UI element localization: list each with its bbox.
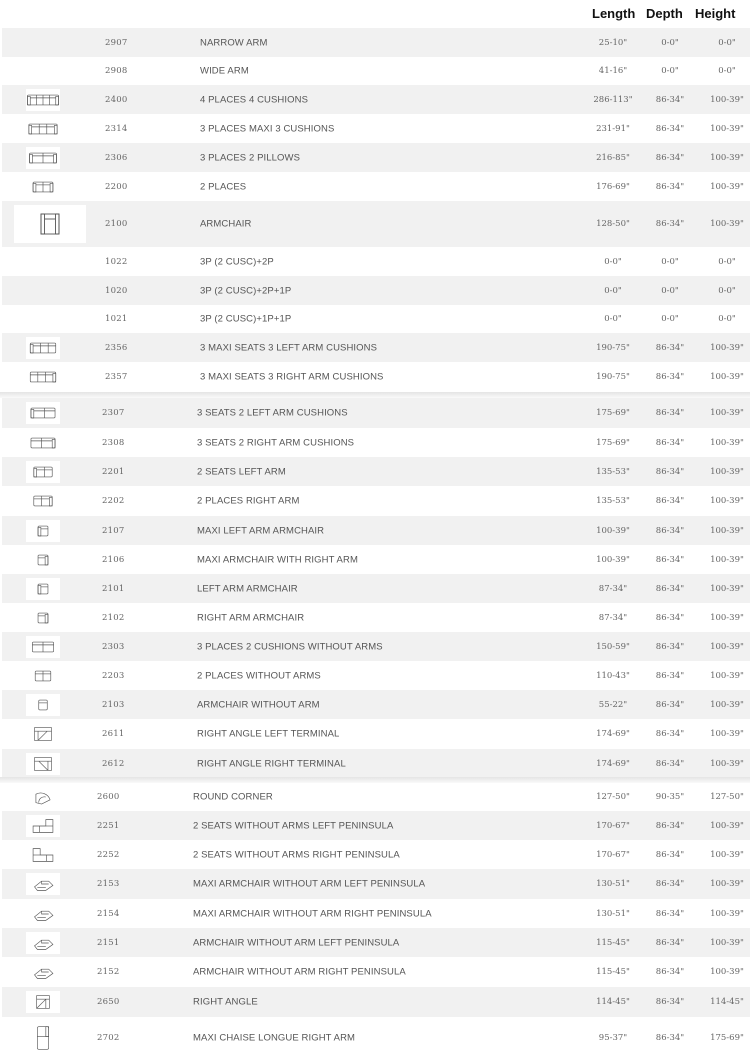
item-code: 2356 — [105, 342, 128, 353]
length-value: 174-69" — [596, 729, 630, 739]
length-value: 114-45" — [596, 997, 630, 1007]
item-code: 2151 — [97, 937, 120, 948]
table-row — [2, 172, 750, 201]
item-code: 2908 — [105, 66, 128, 76]
height-value: 100-39" — [710, 583, 744, 594]
item-name: 3P (2 CUSC)+2P+1P — [200, 285, 292, 296]
item-code: 1020 — [105, 285, 128, 296]
item-name: 2 PLACES — [200, 181, 247, 192]
sofa-3-left-arm-icon-graphic — [26, 336, 60, 360]
column-header — [0, 0, 750, 28]
chaise-left-icon-graphic — [26, 872, 60, 896]
height-value: 100-39" — [710, 554, 744, 565]
item-name: LEFT ARM ARMCHAIR — [197, 583, 298, 594]
item-name: RIGHT ANGLE — [193, 996, 258, 1008]
table-row — [2, 362, 750, 391]
table-row — [2, 749, 750, 778]
length-value: 170-67" — [596, 849, 630, 860]
height-value: 100-39" — [710, 437, 744, 448]
sofa-2-cushion-icon — [26, 147, 60, 169]
depth-value: 86-34" — [655, 152, 685, 163]
item-code: 2200 — [105, 181, 128, 192]
item-name: ARMCHAIR WITHOUT ARM — [197, 699, 320, 710]
depth-header: Depth — [646, 6, 683, 21]
height-value: 100-39" — [710, 408, 744, 418]
height-value: 100-39" — [710, 820, 744, 831]
item-code: 1022 — [105, 256, 128, 267]
table-row — [2, 486, 750, 516]
depth-value: 86-34" — [655, 496, 685, 506]
depth-value: 0-0" — [661, 66, 679, 76]
depth-value: 86-34" — [655, 219, 685, 229]
depth-value: 86-34" — [655, 699, 685, 710]
sofa-4-seat-icon — [26, 89, 60, 111]
length-value: 190-75" — [596, 371, 630, 382]
chaise-right-icon-graphic — [26, 902, 60, 926]
table-row — [2, 869, 750, 899]
sofa-2-seat-icon-graphic — [26, 175, 60, 199]
table-row — [2, 987, 750, 1017]
item-code: 2303 — [102, 641, 125, 652]
table-row — [2, 545, 750, 574]
corner-right-terminal-icon — [26, 753, 60, 775]
table-row — [2, 661, 750, 690]
chaise-small-left-icon — [26, 932, 60, 954]
chair-left-arm-icon — [26, 520, 60, 542]
height-value: 100-39" — [710, 219, 744, 229]
depth-value: 86-34" — [655, 758, 685, 769]
depth-value: 0-0" — [661, 256, 679, 267]
length-value: 176-69" — [596, 181, 630, 192]
sofa-armless-3-icon-graphic — [26, 635, 60, 659]
sofa-armless-2-icon — [26, 665, 60, 687]
item-code: 2101 — [102, 583, 125, 594]
item-code: 2702 — [97, 1032, 120, 1043]
length-value: 95-37" — [598, 1032, 628, 1043]
height-value: 100-39" — [710, 641, 744, 652]
corner-left-terminal-icon-graphic — [26, 722, 60, 746]
height-value: 0-0" — [718, 66, 736, 76]
length-value: 231-91" — [596, 123, 630, 134]
sofa-armless-2-icon-graphic — [26, 664, 60, 688]
chaise-right-icon — [26, 903, 60, 925]
height-value: 100-39" — [710, 342, 744, 353]
table-row — [2, 840, 750, 869]
depth-value: 86-34" — [655, 908, 685, 919]
height-value: 100-39" — [710, 94, 744, 105]
item-name: 2 SEATS LEFT ARM — [197, 466, 286, 477]
item-code: 2202 — [102, 496, 125, 506]
item-code: 2203 — [102, 670, 125, 681]
item-code: 2106 — [102, 554, 125, 565]
item-code: 2600 — [97, 791, 120, 802]
armchair-icon-graphic — [26, 212, 74, 236]
item-code: 2611 — [102, 729, 125, 739]
item-name: 3 PLACES 2 CUSHIONS WITHOUT ARMS — [197, 641, 383, 652]
peninsula-right-icon — [26, 844, 60, 866]
sofa-right-arm-icon-graphic — [26, 431, 60, 455]
height-value: 100-39" — [710, 879, 744, 889]
chair-armless-icon — [26, 694, 60, 716]
peninsula-right-icon-graphic — [26, 843, 60, 867]
item-name: ROUND CORNER — [193, 791, 273, 802]
item-code: 2308 — [102, 437, 125, 448]
corner-right-terminal-icon-graphic — [26, 752, 60, 776]
length-value: 130-51" — [596, 879, 630, 889]
height-value: 127-50" — [710, 791, 744, 802]
sofa-right-arm-icon — [26, 432, 60, 454]
height-header: Height — [695, 6, 736, 21]
height-value: 100-39" — [710, 152, 744, 163]
item-code: 2251 — [97, 820, 120, 831]
depth-value: 86-34" — [655, 967, 685, 977]
item-name: 3 SEATS 2 LEFT ARM CUSHIONS — [197, 407, 348, 419]
depth-value: 0-0" — [661, 285, 679, 296]
item-name: ARMCHAIR WITHOUT ARM LEFT PENINSULA — [193, 937, 400, 948]
depth-value: 86-34" — [655, 466, 685, 477]
height-value: 100-39" — [710, 937, 744, 948]
length-value: 115-45" — [596, 967, 630, 977]
table-row — [2, 57, 750, 85]
length-value: 170-67" — [596, 820, 630, 831]
depth-value: 86-34" — [655, 849, 685, 860]
item-code: 2153 — [97, 879, 120, 889]
sofa-2-right-arm-icon-graphic — [26, 489, 60, 513]
depth-value: 86-34" — [655, 729, 685, 739]
height-value: 100-39" — [710, 908, 744, 919]
table-row — [2, 28, 750, 57]
item-code: 2152 — [97, 967, 120, 977]
item-name: NARROW ARM — [200, 37, 268, 48]
item-name: MAXI LEFT ARM ARMCHAIR — [197, 525, 325, 536]
chaise-small-left-icon-graphic — [26, 931, 60, 955]
depth-value: 86-34" — [655, 123, 685, 134]
length-value: 0-0" — [604, 285, 622, 296]
chair-left-arm-small-icon-graphic — [26, 577, 60, 601]
height-value: 100-39" — [710, 849, 744, 860]
length-value: 130-51" — [596, 908, 630, 919]
item-code: 2102 — [102, 612, 125, 623]
height-value: 0-0" — [718, 256, 736, 267]
corner-left-terminal-icon — [26, 723, 60, 745]
table-row — [2, 143, 750, 172]
depth-value: 86-34" — [655, 181, 685, 192]
chaise-longue-icon — [26, 1020, 60, 1056]
length-header: Length — [592, 6, 636, 21]
chaise-small-right-icon — [26, 961, 60, 983]
sofa-2-right-arm-icon — [26, 490, 60, 512]
length-value: 55-22" — [598, 699, 628, 710]
length-value: 0-0" — [604, 256, 622, 267]
chair-left-arm-icon-graphic — [26, 519, 60, 543]
table-row — [2, 928, 750, 957]
item-name: 3 PLACES 2 PILLOWS — [200, 152, 301, 163]
table-row — [2, 305, 750, 333]
depth-value: 86-34" — [655, 612, 685, 623]
height-value: 100-39" — [710, 371, 744, 382]
depth-value: 86-34" — [655, 820, 685, 831]
section-divider — [0, 777, 750, 783]
length-value: 41-16" — [598, 66, 628, 76]
armchair-icon — [14, 205, 86, 243]
length-value: 135-53" — [596, 496, 630, 506]
round-corner-icon — [26, 786, 60, 808]
sofa-3-seat-icon — [26, 118, 60, 140]
length-value: 175-69" — [596, 437, 630, 448]
item-code: 2252 — [97, 849, 120, 860]
right-angle-icon-graphic — [26, 990, 60, 1014]
depth-value: 86-34" — [655, 437, 685, 448]
item-code: 2100 — [105, 219, 128, 229]
depth-value: 86-34" — [655, 525, 685, 536]
table-row — [2, 276, 750, 305]
item-code: 2103 — [102, 699, 125, 710]
chair-right-arm-small-icon-graphic — [26, 606, 60, 630]
height-value: 100-39" — [710, 967, 744, 977]
table-row — [2, 333, 750, 362]
length-value: 110-43" — [596, 670, 630, 681]
item-name: 4 PLACES 4 CUSHIONS — [200, 94, 309, 105]
chaise-left-icon — [26, 873, 60, 895]
table-row — [2, 957, 750, 987]
item-code: 2306 — [105, 152, 128, 163]
item-name: RIGHT ANGLE RIGHT TERMINAL — [197, 758, 346, 769]
chair-left-arm-small-icon — [26, 578, 60, 600]
item-name: 2 PLACES WITHOUT ARMS — [197, 670, 321, 681]
chaise-longue-icon-graphic — [26, 1021, 60, 1055]
depth-value: 86-34" — [655, 583, 685, 594]
sofa-armless-3-icon — [26, 636, 60, 658]
height-value: 100-39" — [710, 612, 744, 623]
length-value: 175-69" — [596, 408, 630, 418]
depth-value: 86-34" — [655, 670, 685, 681]
item-name: MAXI CHAISE LONGUE RIGHT ARM — [193, 1032, 356, 1043]
peninsula-left-icon-graphic — [26, 814, 60, 838]
item-name: 2 PLACES RIGHT ARM — [197, 495, 300, 507]
depth-value: 86-34" — [655, 342, 685, 353]
length-value: 216-85" — [596, 152, 630, 163]
table-row — [2, 247, 750, 276]
depth-value: 86-34" — [655, 997, 685, 1007]
table-row — [2, 85, 750, 114]
length-value: 25-10" — [598, 37, 628, 48]
height-value: 100-39" — [710, 699, 744, 710]
length-value: 115-45" — [596, 937, 630, 948]
table-row — [2, 782, 750, 811]
length-value: 150-59" — [596, 641, 630, 652]
table-row — [2, 719, 750, 749]
depth-value: 86-34" — [655, 554, 685, 565]
item-name: MAXI ARMCHAIR WITHOUT ARM LEFT PENINSULA — [193, 878, 426, 890]
length-value: 174-69" — [596, 758, 630, 769]
table-row — [2, 1017, 750, 1058]
height-value: 100-39" — [710, 670, 744, 681]
sofa-2-seat-icon — [26, 176, 60, 198]
height-value: 100-39" — [710, 758, 744, 769]
item-name: 2 SEATS WITHOUT ARMS RIGHT PENINSULA — [193, 849, 400, 860]
item-name: 3 SEATS 2 RIGHT ARM CUSHIONS — [197, 437, 355, 448]
item-name: 2 SEATS WITHOUT ARMS LEFT PENINSULA — [193, 820, 394, 831]
item-name: MAXI ARMCHAIR WITH RIGHT ARM — [197, 554, 358, 565]
table-row — [2, 457, 750, 486]
chaise-small-right-icon-graphic — [26, 960, 60, 984]
depth-value: 0-0" — [661, 314, 679, 324]
depth-value: 86-34" — [655, 94, 685, 105]
sofa-2-cushion-icon-graphic — [26, 146, 60, 170]
table-row — [2, 899, 750, 928]
depth-value: 86-34" — [655, 879, 685, 889]
height-value: 100-39" — [710, 496, 744, 506]
item-name: RIGHT ARM ARMCHAIR — [197, 612, 305, 623]
depth-value: 86-34" — [655, 371, 685, 382]
depth-value: 90-35" — [655, 791, 685, 802]
round-corner-icon-graphic — [26, 785, 60, 809]
item-code: 2154 — [97, 908, 120, 919]
depth-value: 86-34" — [655, 937, 685, 948]
length-value: 128-50" — [596, 219, 630, 229]
depth-value: 0-0" — [661, 37, 679, 48]
sofa-3-left-arm-icon — [26, 337, 60, 359]
chair-right-arm-icon — [26, 549, 60, 571]
chair-right-arm-small-icon — [26, 607, 60, 629]
item-code: 2650 — [97, 997, 120, 1007]
sofa-2-left-arm-icon — [26, 461, 60, 483]
sofa-3-right-arm-icon-graphic — [26, 365, 60, 389]
height-value: 114-45" — [710, 997, 744, 1007]
height-value: 100-39" — [710, 525, 744, 536]
item-name: 3P (2 CUSC)+1P+1P — [200, 313, 292, 325]
item-code: 2201 — [102, 466, 125, 477]
sofa-left-arm-icon — [26, 402, 60, 424]
peninsula-left-icon — [26, 815, 60, 837]
height-value: 0-0" — [718, 285, 736, 296]
table-row — [2, 114, 750, 143]
item-code: 2907 — [105, 37, 128, 48]
depth-value: 86-34" — [655, 641, 685, 652]
height-value: 0-0" — [718, 37, 736, 48]
sofa-2-left-arm-icon-graphic — [26, 460, 60, 484]
item-code: 2107 — [102, 525, 125, 536]
depth-value: 86-34" — [655, 408, 685, 418]
table-row — [2, 201, 750, 247]
length-value: 190-75" — [596, 342, 630, 353]
length-value: 135-53" — [596, 466, 630, 477]
item-name: 3P (2 CUSC)+2P — [200, 256, 274, 267]
sofa-left-arm-icon-graphic — [26, 401, 60, 425]
item-code: 2357 — [105, 371, 128, 382]
table-row — [2, 811, 750, 840]
length-value: 100-39" — [596, 525, 630, 536]
item-name: ARMCHAIR — [200, 218, 252, 230]
chair-right-arm-icon-graphic — [26, 548, 60, 572]
item-name: RIGHT ANGLE LEFT TERMINAL — [197, 728, 340, 740]
item-name: MAXI ARMCHAIR WITHOUT ARM RIGHT PENINSULA — [193, 908, 432, 919]
height-value: 175-69" — [710, 1032, 744, 1043]
sofa-3-right-arm-icon — [26, 366, 60, 388]
height-value: 100-39" — [710, 123, 744, 134]
sofa-4-seat-icon-graphic — [26, 88, 60, 112]
item-code: 2314 — [105, 123, 128, 134]
height-value: 100-39" — [710, 729, 744, 739]
item-name: 3 PLACES MAXI 3 CUSHIONS — [200, 123, 335, 134]
table-row — [2, 632, 750, 661]
length-value: 87-34" — [598, 612, 628, 623]
item-code: 2307 — [102, 408, 125, 418]
item-name: 3 MAXI SEATS 3 RIGHT ARM CUSHIONS — [200, 371, 384, 382]
item-name: ARMCHAIR WITHOUT ARM RIGHT PENINSULA — [193, 966, 406, 978]
table-row — [2, 398, 750, 428]
height-value: 100-39" — [710, 466, 744, 477]
height-value: 0-0" — [718, 314, 736, 324]
length-value: 286-113" — [593, 94, 633, 105]
section-divider — [0, 392, 750, 398]
table-row — [2, 574, 750, 603]
item-code: 2612 — [102, 758, 125, 769]
sofa-3-seat-icon-graphic — [26, 117, 60, 141]
table-row — [2, 516, 750, 545]
length-value: 0-0" — [604, 314, 622, 324]
right-angle-icon — [26, 991, 60, 1013]
item-name: 3 MAXI SEATS 3 LEFT ARM CUSHIONS — [200, 342, 378, 353]
length-value: 100-39" — [596, 554, 630, 565]
item-code: 1021 — [105, 314, 128, 324]
table-row — [2, 428, 750, 457]
length-value: 87-34" — [598, 583, 628, 594]
table-row — [2, 690, 750, 719]
item-code: 2400 — [105, 94, 128, 105]
table-row — [2, 603, 750, 632]
length-value: 127-50" — [596, 791, 630, 802]
height-value: 100-39" — [710, 181, 744, 192]
depth-value: 86-34" — [655, 1032, 685, 1043]
chair-armless-icon-graphic — [26, 693, 60, 717]
item-name: WIDE ARM — [200, 65, 249, 77]
